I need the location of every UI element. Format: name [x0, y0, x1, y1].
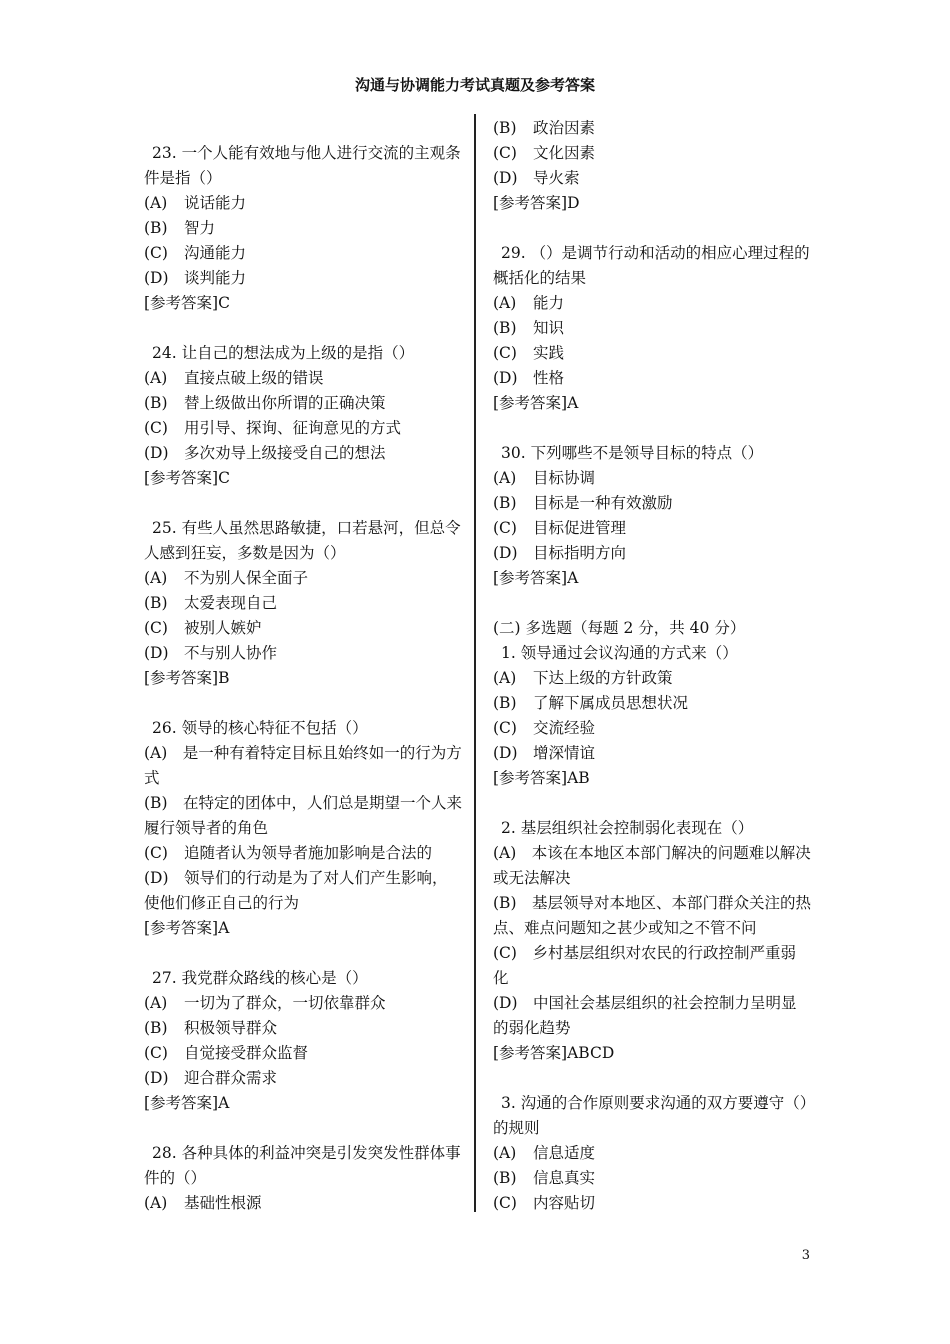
- option-d: (D) 中国社会基层组织的社会控制力呈明显的弱化趋势: [493, 994, 797, 1037]
- option-a: (A) 能力: [493, 294, 565, 312]
- option-c: (C) 内容贴切: [493, 1194, 596, 1212]
- option-c: (C) 沟通能力: [144, 244, 247, 262]
- left-column: [144, 116, 462, 1216]
- option-b: (B) 基层领导对本地区、本部门群众关注的热点、难点问题知之甚少或知之不管不问: [493, 894, 811, 937]
- answer: [参考答案]C: [144, 469, 230, 487]
- question-stem: 28. 各种具体的利益冲突是引发突发性群体事件的（）: [144, 1144, 461, 1187]
- option-b: (B) 太爱表现自己: [144, 594, 278, 612]
- answer: [参考答案]A: [144, 1094, 230, 1112]
- option-a: (A) 目标协调: [493, 469, 596, 487]
- question-stem: 30. 下列哪些不是领导目标的特点（）: [501, 444, 764, 462]
- right-column: [493, 116, 811, 1216]
- answer: [参考答案]A: [493, 569, 579, 587]
- option-c: (C) 文化因素: [493, 144, 596, 162]
- option-a: (A) 是一种有着特定目标且始终如一的行为方式: [144, 744, 462, 787]
- question-stem: 24. 让自己的想法成为上级的是指（）: [152, 344, 415, 362]
- option-a: (A) 不为别人保全面子: [144, 569, 309, 587]
- answer: [参考答案]D: [493, 194, 580, 212]
- answer: [参考答案]B: [144, 669, 230, 687]
- option-c: (C) 被别人嫉妒: [144, 619, 262, 637]
- option-c: (C) 自觉接受群众监督: [144, 1044, 309, 1062]
- option-c: (C) 用引导、探询、征询意见的方式: [144, 419, 402, 437]
- option-d: (D) 性格: [493, 369, 565, 387]
- option-c: (C) 乡村基层组织对农民的行政控制严重弱化: [493, 944, 796, 987]
- column-divider: [474, 114, 476, 1212]
- answer: [参考答案]AB: [493, 769, 590, 787]
- option-a: (A) 信息适度: [493, 1144, 596, 1162]
- option-b: (B) 积极领导群众: [144, 1019, 278, 1037]
- option-b: (B) 信息真实: [493, 1169, 596, 1187]
- option-a: (A) 基础性根源: [144, 1194, 262, 1212]
- question-stem: 27. 我党群众路线的核心是（）: [152, 969, 368, 987]
- option-d: (D) 导火索: [493, 169, 580, 187]
- option-a: (A) 本该在本地区本部门解决的问题难以解决或无法解决: [493, 844, 811, 887]
- question-stem: 26. 领导的核心特征不包括（）: [152, 719, 368, 737]
- section-heading: (二) 多选题（每题 2 分，共 40 分）: [493, 619, 746, 637]
- question-stem: 25. 有些人虽然思路敏捷，口若悬河，但总令人感到狂妄，多数是因为（）: [144, 519, 461, 562]
- question-stem: 1. 领导通过会议沟通的方式来（）: [501, 644, 738, 662]
- option-d: (D) 目标指明方向: [493, 544, 627, 562]
- option-b: (B) 目标是一种有效激励: [493, 494, 673, 512]
- option-d: (D) 领导们的行动是为了对人们产生影响，使他们修正自己的行为: [144, 869, 448, 912]
- answer: [参考答案]ABCD: [493, 1044, 615, 1062]
- page-number: 3: [801, 1248, 810, 1263]
- option-c: (C) 交流经验: [493, 719, 596, 737]
- option-c: (C) 追随者认为领导者施加影响是合法的: [144, 844, 433, 862]
- option-a: (A) 说话能力: [144, 194, 247, 212]
- option-a: (A) 一切为了群众，一切依靠群众: [144, 994, 386, 1012]
- option-b: (B) 替上级做出你所谓的正确决策: [144, 394, 386, 412]
- option-b: (B) 智力: [144, 219, 216, 237]
- option-a: (A) 直接点破上级的错误: [144, 369, 324, 387]
- answer: [参考答案]A: [144, 919, 230, 937]
- option-c: (C) 实践: [493, 344, 565, 362]
- question-stem: 2. 基层组织社会控制弱化表现在（）: [501, 819, 754, 837]
- option-b: (B) 政治因素: [493, 119, 596, 137]
- question-stem: 23. 一个人能有效地与他人进行交流的主观条件是指（）: [144, 144, 461, 187]
- answer: [参考答案]A: [493, 394, 579, 412]
- question-stem: 29. （）是调节行动和活动的相应心理过程的概括化的结果: [493, 244, 810, 287]
- option-d: (D) 不与别人协作: [144, 644, 278, 662]
- answer: [参考答案]C: [144, 294, 230, 312]
- option-d: (D) 多次劝导上级接受自己的想法: [144, 444, 386, 462]
- page-title: 沟通与协调能力考试真题及参考答案: [354, 76, 595, 94]
- option-d: (D) 增深情谊: [493, 744, 596, 762]
- option-d: (D) 迎合群众需求: [144, 1069, 278, 1087]
- option-c: (C) 目标促进管理: [493, 519, 627, 537]
- option-a: (A) 下达上级的方针政策: [493, 669, 673, 687]
- option-d: (D) 谈判能力: [144, 269, 247, 287]
- option-b: (B) 在特定的团体中，人们总是期望一个人来履行领导者的角色: [144, 794, 462, 837]
- option-b: (B) 了解下属成员思想状况: [493, 694, 689, 712]
- option-b: (B) 知识: [493, 319, 565, 337]
- question-stem: 3. 沟通的合作原则要求沟通的双方要遵守（）的规则: [493, 1094, 808, 1137]
